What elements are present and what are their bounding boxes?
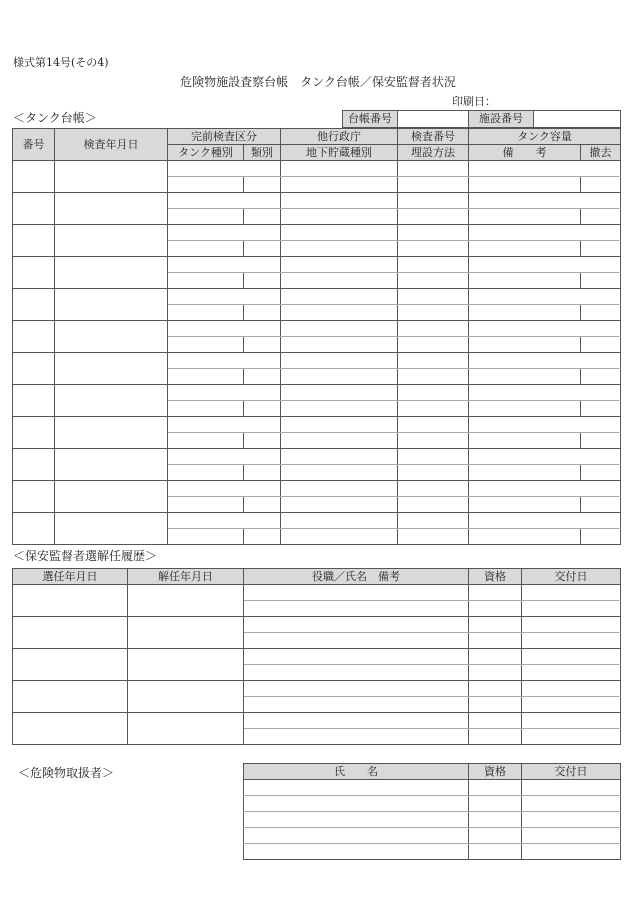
handler-table [243,763,621,860]
tank-capacity-cell[interactable] [469,225,621,241]
qualification-cell[interactable] [469,585,522,601]
header-handler-issue-date: 交付日 [522,764,621,780]
tank-entry-row [13,257,621,273]
tank-number-cell[interactable] [13,481,55,513]
header-handler-qualification: 資格 [469,764,522,780]
handler-name-cell[interactable] [244,780,469,796]
tank-entry-row [13,481,621,497]
dismissal-date-cell[interactable] [128,585,244,617]
handler-name-cell[interactable] [244,844,469,860]
header-tank-capacity: タンク容量 [469,129,621,145]
ledger-number-label: 台帳番号 [342,110,398,128]
qualification-cell[interactable] [469,649,522,665]
tank-burial-method-cell[interactable] [398,369,469,385]
tank-underground-type-cell[interactable] [281,497,398,513]
tank-capacity-cell[interactable] [469,193,621,209]
tank-underground-type-cell[interactable] [281,529,398,545]
tank-inspection-date-cell[interactable] [55,193,168,225]
issue-date-cell[interactable] [522,633,621,649]
appointment-date-cell[interactable] [13,649,128,681]
supervisor-table [12,568,621,745]
tank-inspection-date-cell[interactable] [55,353,168,385]
tank-table [12,128,621,545]
tank-inspection-number-cell[interactable] [398,513,469,529]
header-position-name: 役職／氏名 備考 [244,569,469,585]
tank-entry-row [13,289,621,305]
tank-inspection-date-cell[interactable] [55,513,168,545]
issue-date-cell[interactable] [522,681,621,697]
qualification-cell[interactable] [469,713,522,729]
tank-number-cell[interactable] [13,449,55,481]
tank-inspection-number-cell[interactable] [398,481,469,497]
tank-underground-type-cell[interactable] [281,337,398,353]
tank-remarks-cell[interactable] [469,273,581,289]
tank-other-agency-cell[interactable] [281,289,398,305]
remarks-cell[interactable] [244,697,469,713]
header-removal: 撤去 [581,145,621,161]
tank-number-cell[interactable] [13,417,55,449]
page-title: 危険物施設査察台帳 タンク台帳／保安監督者状況 [180,75,456,89]
tank-burial-method-cell[interactable] [398,273,469,289]
tank-inspection-date-cell[interactable] [55,225,168,257]
tank-completion-category-cell[interactable] [168,193,281,209]
header-classification: 類別 [244,145,281,161]
tank-type-cell[interactable] [168,305,244,321]
tank-classification-cell[interactable] [244,497,281,513]
tank-other-agency-cell[interactable] [281,321,398,337]
tank-underground-type-cell[interactable] [281,369,398,385]
tank-number-cell[interactable] [13,257,55,289]
tank-inspection-number-cell[interactable] [398,449,469,465]
tank-capacity-cell[interactable] [469,321,621,337]
handler-name-cell[interactable] [244,812,469,828]
tank-classification-cell[interactable] [244,305,281,321]
tank-inspection-date-cell[interactable] [55,417,168,449]
tank-inspection-number-cell[interactable] [398,161,469,177]
tank-underground-type-cell[interactable] [281,273,398,289]
tank-remarks-cell[interactable] [469,177,581,193]
header-inspection-date: 検査年月日 [55,129,168,161]
header-tank-type: タンク種別 [168,145,244,161]
tank-classification-cell[interactable] [244,177,281,193]
dismissal-date-cell[interactable] [128,649,244,681]
handler-qualification-cell[interactable] [469,844,522,860]
handler-issue-date-cell[interactable] [522,780,621,796]
tank-entry-row [13,385,621,401]
tank-burial-method-cell[interactable] [398,337,469,353]
tank-inspection-date-cell[interactable] [55,161,168,193]
tank-remarks-cell[interactable] [469,305,581,321]
tank-burial-method-cell[interactable] [398,465,469,481]
tank-inspection-date-cell[interactable] [55,257,168,289]
tank-underground-type-cell[interactable] [281,177,398,193]
tank-inspection-number-cell[interactable] [398,385,469,401]
handler-issue-date-cell[interactable] [522,796,621,812]
handler-section-label: ＜危険物取扱者＞ [18,766,115,780]
tank-classification-cell[interactable] [244,209,281,225]
tank-removal-cell[interactable] [581,433,621,449]
qualification-cell[interactable] [469,601,522,617]
tank-entry-row [13,449,621,465]
tank-completion-category-cell[interactable] [168,417,281,433]
dismissal-date-cell[interactable] [128,681,244,713]
issue-date-cell[interactable] [522,601,621,617]
tank-remarks-cell[interactable] [469,529,581,545]
tank-type-cell[interactable] [168,337,244,353]
supervisor-entry-row [13,585,621,601]
qualification-cell[interactable] [469,729,522,745]
issue-date-cell[interactable] [522,665,621,681]
header-remarks: 備 考 [469,145,581,161]
issue-date-cell[interactable] [522,649,621,665]
appointment-date-cell[interactable] [13,617,128,649]
handler-issue-date-cell[interactable] [522,812,621,828]
header-completion-category: 完前検査区分 [168,129,281,145]
tank-other-agency-cell[interactable] [281,449,398,465]
tank-number-cell[interactable] [13,353,55,385]
tank-inspection-date-cell[interactable] [55,481,168,513]
tank-type-cell[interactable] [168,465,244,481]
tank-burial-method-cell[interactable] [398,529,469,545]
ledger-number-field[interactable] [397,110,469,128]
tank-entry-row [13,193,621,209]
tank-classification-cell[interactable] [244,433,281,449]
tank-other-agency-cell[interactable] [281,385,398,401]
tank-other-agency-cell[interactable] [281,257,398,273]
header-appointment-date: 選任年月日 [13,569,128,585]
tank-other-agency-cell[interactable] [281,225,398,241]
handler-qualification-cell[interactable] [469,796,522,812]
tank-underground-type-cell[interactable] [281,401,398,417]
tank-other-agency-cell[interactable] [281,193,398,209]
issue-date-cell[interactable] [522,617,621,633]
tank-type-cell[interactable] [168,209,244,225]
tank-type-cell[interactable] [168,177,244,193]
header-issue-date: 交付日 [522,569,621,585]
position-name-cell[interactable] [244,713,469,729]
tank-burial-method-cell[interactable] [398,433,469,449]
appointment-date-cell[interactable] [13,681,128,713]
handler-qualification-cell[interactable] [469,780,522,796]
tank-remarks-cell[interactable] [469,209,581,225]
tank-remarks-cell[interactable] [469,241,581,257]
tank-burial-method-cell[interactable] [398,305,469,321]
remarks-cell[interactable] [244,729,469,745]
tank-classification-cell[interactable] [244,337,281,353]
tank-burial-method-cell[interactable] [398,241,469,257]
tank-completion-category-cell[interactable] [168,225,281,241]
handler-qualification-cell[interactable] [469,812,522,828]
issue-date-cell[interactable] [522,585,621,601]
supervisor-entry-row [13,681,621,697]
facility-number-label: 施設番号 [468,110,534,128]
handler-entry-row [244,812,621,828]
tank-capacity-cell[interactable] [469,161,621,177]
tank-section-label: ＜タンク台帳＞ [13,111,97,125]
tank-completion-category-cell[interactable] [168,289,281,305]
header-number: 番号 [13,129,55,161]
remarks-cell[interactable] [244,601,469,617]
header-burial-method: 埋設方法 [398,145,469,161]
tank-number-cell[interactable] [13,161,55,193]
header-dismissal-date: 解任年月日 [128,569,244,585]
tank-removal-cell[interactable] [581,177,621,193]
tank-type-cell[interactable] [168,273,244,289]
tank-removal-cell[interactable] [581,401,621,417]
handler-entry-row [244,780,621,796]
handler-issue-date-cell[interactable] [522,844,621,860]
tank-completion-category-cell[interactable] [168,385,281,401]
tank-capacity-cell[interactable] [469,289,621,305]
tank-number-cell[interactable] [13,321,55,353]
position-name-cell[interactable] [244,585,469,601]
print-date-label: 印刷日： [452,95,496,108]
tank-other-agency-cell[interactable] [281,481,398,497]
tank-capacity-cell[interactable] [469,257,621,273]
qualification-cell[interactable] [469,697,522,713]
tank-type-cell[interactable] [168,369,244,385]
qualification-cell[interactable] [469,665,522,681]
position-name-cell[interactable] [244,681,469,697]
tank-removal-cell[interactable] [581,529,621,545]
tank-classification-cell[interactable] [244,465,281,481]
tank-removal-cell[interactable] [581,465,621,481]
tank-underground-type-cell[interactable] [281,465,398,481]
tank-completion-category-cell[interactable] [168,353,281,369]
tank-other-agency-cell[interactable] [281,417,398,433]
tank-underground-type-cell[interactable] [281,433,398,449]
header-handler-name: 氏 名 [244,764,469,780]
facility-number-field[interactable] [533,110,621,128]
qualification-cell[interactable] [469,617,522,633]
tank-inspection-number-cell[interactable] [398,257,469,273]
tank-inspection-date-cell[interactable] [55,449,168,481]
remarks-cell[interactable] [244,665,469,681]
tank-classification-cell[interactable] [244,273,281,289]
tank-type-cell[interactable] [168,497,244,513]
tank-capacity-cell[interactable] [469,385,621,401]
tank-burial-method-cell[interactable] [398,177,469,193]
tank-removal-cell[interactable] [581,241,621,257]
tank-number-cell[interactable] [13,193,55,225]
tank-underground-type-cell[interactable] [281,209,398,225]
tank-completion-category-cell[interactable] [168,481,281,497]
tank-entry-row [13,353,621,369]
position-name-cell[interactable] [244,617,469,633]
tank-removal-cell[interactable] [581,369,621,385]
tank-remarks-cell[interactable] [469,401,581,417]
issue-date-cell[interactable] [522,713,621,729]
tank-removal-cell[interactable] [581,337,621,353]
tank-completion-category-cell[interactable] [168,449,281,465]
tank-type-cell[interactable] [168,401,244,417]
tank-removal-cell[interactable] [581,497,621,513]
handler-name-cell[interactable] [244,828,469,844]
tank-other-agency-cell[interactable] [281,513,398,529]
header-underground-type: 地下貯蔵種別 [281,145,398,161]
tank-remarks-cell[interactable] [469,337,581,353]
appointment-date-cell[interactable] [13,585,128,617]
remarks-cell[interactable] [244,633,469,649]
tank-removal-cell[interactable] [581,273,621,289]
tank-capacity-cell[interactable] [469,449,621,465]
tank-other-agency-cell[interactable] [281,353,398,369]
tank-classification-cell[interactable] [244,401,281,417]
tank-entry-row [13,225,621,241]
tank-type-cell[interactable] [168,433,244,449]
handler-entry-row [244,796,621,812]
qualification-cell[interactable] [469,633,522,649]
handler-entry-row [244,828,621,844]
handler-issue-date-cell[interactable] [522,828,621,844]
tank-inspection-number-cell[interactable] [398,353,469,369]
handler-entry-row [244,844,621,860]
tank-completion-category-cell[interactable] [168,513,281,529]
tank-capacity-cell[interactable] [469,353,621,369]
tank-removal-cell[interactable] [581,305,621,321]
tank-inspection-date-cell[interactable] [55,321,168,353]
tank-inspection-number-cell[interactable] [398,289,469,305]
tank-remarks-cell[interactable] [469,497,581,513]
tank-remarks-cell[interactable] [469,465,581,481]
tank-number-cell[interactable] [13,289,55,321]
header-qualification: 資格 [469,569,522,585]
tank-completion-category-cell[interactable] [168,321,281,337]
tank-inspection-number-cell[interactable] [398,225,469,241]
tank-burial-method-cell[interactable] [398,497,469,513]
supervisor-section-label: ＜保安監督者選解任履歴＞ [13,549,158,563]
tank-burial-method-cell[interactable] [398,209,469,225]
tank-removal-cell[interactable] [581,209,621,225]
handler-name-cell[interactable] [244,796,469,812]
form-number: 様式第14号(その4) [13,56,109,69]
tank-classification-cell[interactable] [244,529,281,545]
tank-underground-type-cell[interactable] [281,305,398,321]
tank-number-cell[interactable] [13,385,55,417]
tank-entry-row [13,417,621,433]
tank-entry-row [13,321,621,337]
supervisor-entry-row [13,649,621,665]
tank-other-agency-cell[interactable] [281,161,398,177]
header-other-agency: 他行政庁 [281,129,398,145]
handler-qualification-cell[interactable] [469,828,522,844]
supervisor-entry-row [13,713,621,729]
tank-type-cell[interactable] [168,241,244,257]
tank-remarks-cell[interactable] [469,369,581,385]
tank-classification-cell[interactable] [244,369,281,385]
tank-capacity-cell[interactable] [469,481,621,497]
tank-number-cell[interactable] [13,513,55,545]
tank-number-cell[interactable] [13,225,55,257]
position-name-cell[interactable] [244,649,469,665]
tank-inspection-number-cell[interactable] [398,193,469,209]
dismissal-date-cell[interactable] [128,617,244,649]
tank-inspection-number-cell[interactable] [398,417,469,433]
issue-date-cell[interactable] [522,729,621,745]
tank-type-cell[interactable] [168,529,244,545]
tank-capacity-cell[interactable] [469,417,621,433]
supervisor-entry-row [13,617,621,633]
tank-capacity-cell[interactable] [469,513,621,529]
tank-classification-cell[interactable] [244,241,281,257]
tank-inspection-date-cell[interactable] [55,385,168,417]
tank-remarks-cell[interactable] [469,433,581,449]
tank-completion-category-cell[interactable] [168,257,281,273]
tank-burial-method-cell[interactable] [398,401,469,417]
issue-date-cell[interactable] [522,697,621,713]
tank-inspection-date-cell[interactable] [55,289,168,321]
tank-inspection-number-cell[interactable] [398,321,469,337]
tank-underground-type-cell[interactable] [281,241,398,257]
header-inspection-number: 検査番号 [398,129,469,145]
tank-completion-category-cell[interactable] [168,161,281,177]
appointment-date-cell[interactable] [13,713,128,745]
tank-entry-row [13,513,621,529]
tank-entry-row [13,161,621,177]
dismissal-date-cell[interactable] [128,713,244,745]
qualification-cell[interactable] [469,681,522,697]
